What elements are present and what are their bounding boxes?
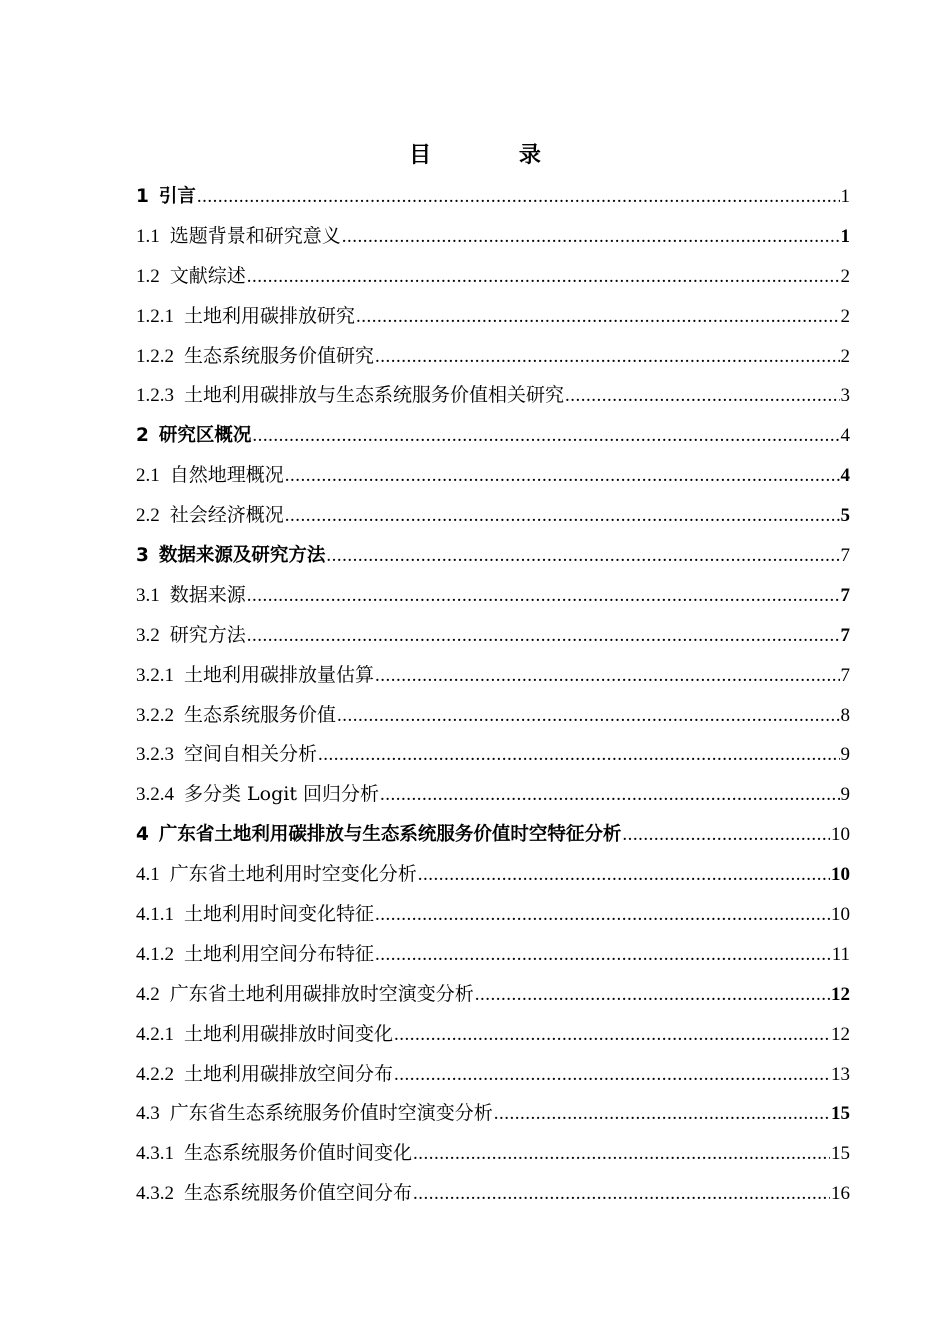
toc-entry[interactable]	[136, 416, 850, 456]
toc-entry-number: 1.2	[136, 265, 160, 287]
toc-entry-page-number: 12	[831, 1023, 850, 1045]
toc-entry-number: 1.2.3	[136, 385, 174, 407]
toc-dot-leader	[375, 656, 839, 696]
toc-entry-number: 1.1	[136, 225, 160, 247]
toc-dot-leader	[375, 337, 839, 377]
toc-entry-title: 多分类 Logit 回归分析	[184, 783, 380, 806]
toc-entry-number: 4.1.1	[136, 904, 174, 926]
toc-dot-leader	[475, 975, 830, 1015]
toc-entry-page-number: 1	[840, 225, 850, 247]
toc-entry-page-number: 7	[840, 624, 850, 646]
toc-entry-number: 2.2	[136, 505, 160, 527]
toc-entry-page-number: 1	[840, 186, 850, 207]
toc-entry-page-number: 15	[831, 1143, 850, 1165]
toc-entry[interactable]	[136, 935, 850, 975]
toc-dot-leader	[318, 735, 839, 775]
toc-entry[interactable]	[136, 456, 850, 496]
toc-entry-number: 3.2	[136, 624, 160, 646]
toc-entry-title: 土地利用碳排放空间分布	[184, 1062, 394, 1085]
toc-entry-title: 选题背景和研究意义	[169, 224, 341, 247]
toc-entry-number: 4.2.1	[136, 1023, 174, 1045]
toc-entry-page-number: 7	[840, 584, 850, 606]
toc-entry[interactable]	[136, 656, 850, 696]
toc-entry-page-number: 5	[840, 505, 850, 527]
toc-entry-page-number: 13	[831, 1063, 850, 1085]
toc-entry-title: 广东省土地利用碳排放与生态系统服务价值时空特征分析	[158, 824, 622, 846]
toc-dot-leader	[356, 297, 839, 337]
toc-entry[interactable]	[136, 257, 850, 297]
toc-dot-leader	[247, 616, 840, 656]
toc-entry-number: 4.2.2	[136, 1063, 174, 1085]
toc-entry-title: 广东省生态系统服务价值时空演变分析	[169, 1102, 493, 1125]
toc-entry-page-number: 7	[840, 664, 850, 686]
toc-dot-leader	[394, 1055, 830, 1095]
toc-entry[interactable]	[136, 376, 850, 416]
toc-dot-leader	[413, 1134, 830, 1174]
toc-entry-number: 4.3.1	[136, 1143, 174, 1165]
toc-entry-title: 土地利用空间分布特征	[184, 942, 375, 965]
toc-dot-leader	[380, 775, 839, 815]
toc-entry[interactable]	[136, 217, 850, 257]
toc-entry-number: 4.1.2	[136, 943, 174, 965]
toc-entry-title: 土地利用时间变化特征	[184, 903, 375, 926]
toc-entry-number: 1	[136, 186, 149, 207]
toc-entry-page-number: 2	[840, 345, 850, 367]
toc-entry-title: 土地利用碳排放量估算	[184, 663, 375, 686]
toc-entry-title: 生态系统服务价值	[184, 703, 337, 726]
toc-entry-page-number: 10	[831, 824, 850, 846]
toc-entry-page-number: 3	[840, 385, 850, 407]
toc-entry[interactable]	[136, 536, 850, 576]
toc-entry-title: 引言	[158, 186, 196, 207]
toc-entry-title: 生态系统服务价值空间分布	[184, 1182, 413, 1205]
toc-entry-page-number: 9	[840, 784, 850, 806]
toc-entry-title: 数据来源及研究方法	[158, 545, 326, 567]
toc-entry-title: 土地利用碳排放与生态系统服务价值相关研究	[184, 384, 565, 407]
toc-entry[interactable]	[136, 975, 850, 1015]
toc-entry-page-number: 4	[840, 465, 850, 487]
toc-dot-leader	[197, 177, 840, 217]
toc-entry-number: 3.2.1	[136, 664, 174, 686]
toc-entry-number: 3.1	[136, 584, 160, 606]
toc-entry[interactable]	[136, 1174, 850, 1214]
toc-dot-leader	[247, 576, 840, 616]
toc-entry[interactable]	[136, 895, 850, 935]
toc-entry-title: 自然地理概况	[169, 464, 284, 487]
toc-entry-number: 4.3.2	[136, 1183, 174, 1205]
toc-entry[interactable]	[136, 337, 850, 377]
toc-entry-number: 4.1	[136, 864, 160, 886]
toc-entry-number: 3.2.4	[136, 784, 174, 806]
toc-dot-leader	[337, 696, 839, 736]
toc-entry-number: 1.2.1	[136, 305, 174, 327]
toc-entry-page-number: 4	[840, 425, 850, 447]
toc-entry-page-number: 2	[840, 265, 850, 287]
toc-entry-page-number: 7	[840, 545, 850, 567]
toc-entry[interactable]	[136, 696, 850, 736]
toc-entry-page-number: 15	[831, 1103, 850, 1125]
toc-dot-leader	[285, 496, 840, 536]
toc-entry-title: 研究方法	[169, 623, 246, 646]
toc-entry-title: 土地利用碳排放时间变化	[184, 1022, 394, 1045]
toc-entry-title: 土地利用碳排放研究	[184, 304, 356, 327]
toc-entry-page-number: 9	[840, 744, 850, 766]
toc-dot-leader	[342, 217, 840, 257]
toc-entry[interactable]	[136, 177, 850, 217]
toc-dot-leader	[375, 935, 831, 975]
toc-dot-leader	[413, 1174, 830, 1214]
toc-entry[interactable]	[136, 576, 850, 616]
toc-entry[interactable]	[136, 855, 850, 895]
toc-entry-page-number: 11	[831, 943, 850, 965]
toc-entry[interactable]	[136, 1055, 850, 1095]
toc-dot-leader	[418, 855, 830, 895]
toc-dot-leader	[252, 416, 839, 456]
toc-entry-number: 1.2.2	[136, 345, 174, 367]
toc-entry-title: 空间自相关分析	[184, 743, 318, 766]
toc-entry-number: 2	[136, 425, 149, 447]
toc-entry-page-number: 16	[831, 1183, 850, 1205]
toc-dot-leader	[622, 815, 830, 855]
toc-entry-number: 3	[136, 545, 149, 567]
toc-dot-leader	[375, 895, 830, 935]
toc-entry-title: 广东省土地利用时空变化分析	[169, 863, 417, 886]
toc-list	[136, 177, 850, 1214]
toc-entry[interactable]	[136, 297, 850, 337]
toc-dot-leader	[394, 1015, 830, 1055]
toc-entry[interactable]	[136, 775, 850, 815]
toc-dot-leader	[494, 1094, 830, 1134]
toc-entry-number: 3.2.3	[136, 744, 174, 766]
toc-entry-title: 社会经济概况	[169, 504, 284, 527]
toc-entry[interactable]	[136, 496, 850, 536]
toc-entry-number: 3.2.2	[136, 704, 174, 726]
toc-entry-title: 研究区概况	[158, 425, 252, 447]
toc-entry-page-number: 2	[840, 305, 850, 327]
toc-entry[interactable]	[136, 1134, 850, 1174]
toc-entry-title: 数据来源	[169, 583, 246, 606]
toc-dot-leader	[565, 376, 839, 416]
toc-entry-title: 广东省土地利用碳排放时空演变分析	[169, 982, 474, 1005]
toc-entry-title: 生态系统服务价值研究	[184, 344, 375, 367]
toc-entry-page-number: 10	[831, 904, 850, 926]
toc-entry-title: 生态系统服务价值时间变化	[184, 1142, 413, 1165]
toc-entry-number: 4.3	[136, 1103, 160, 1125]
toc-entry[interactable]	[136, 1094, 850, 1134]
toc-dot-leader	[326, 536, 839, 576]
toc-dot-leader	[285, 456, 840, 496]
toc-title: 目 录	[409, 143, 581, 168]
toc-entry-number: 4.2	[136, 983, 160, 1005]
toc-entry-title: 文献综述	[169, 264, 246, 287]
toc-entry-page-number: 10	[831, 864, 850, 886]
toc-entry-number: 2.1	[136, 465, 160, 487]
toc-entry-number: 4	[136, 824, 149, 846]
toc-entry[interactable]	[136, 735, 850, 775]
toc-entry[interactable]	[136, 616, 850, 656]
toc-dot-leader	[247, 257, 840, 297]
toc-entry-page-number: 12	[831, 983, 850, 1005]
toc-entry[interactable]	[136, 1015, 850, 1055]
toc-entry-page-number: 8	[840, 704, 850, 726]
toc-entry[interactable]	[136, 815, 850, 855]
